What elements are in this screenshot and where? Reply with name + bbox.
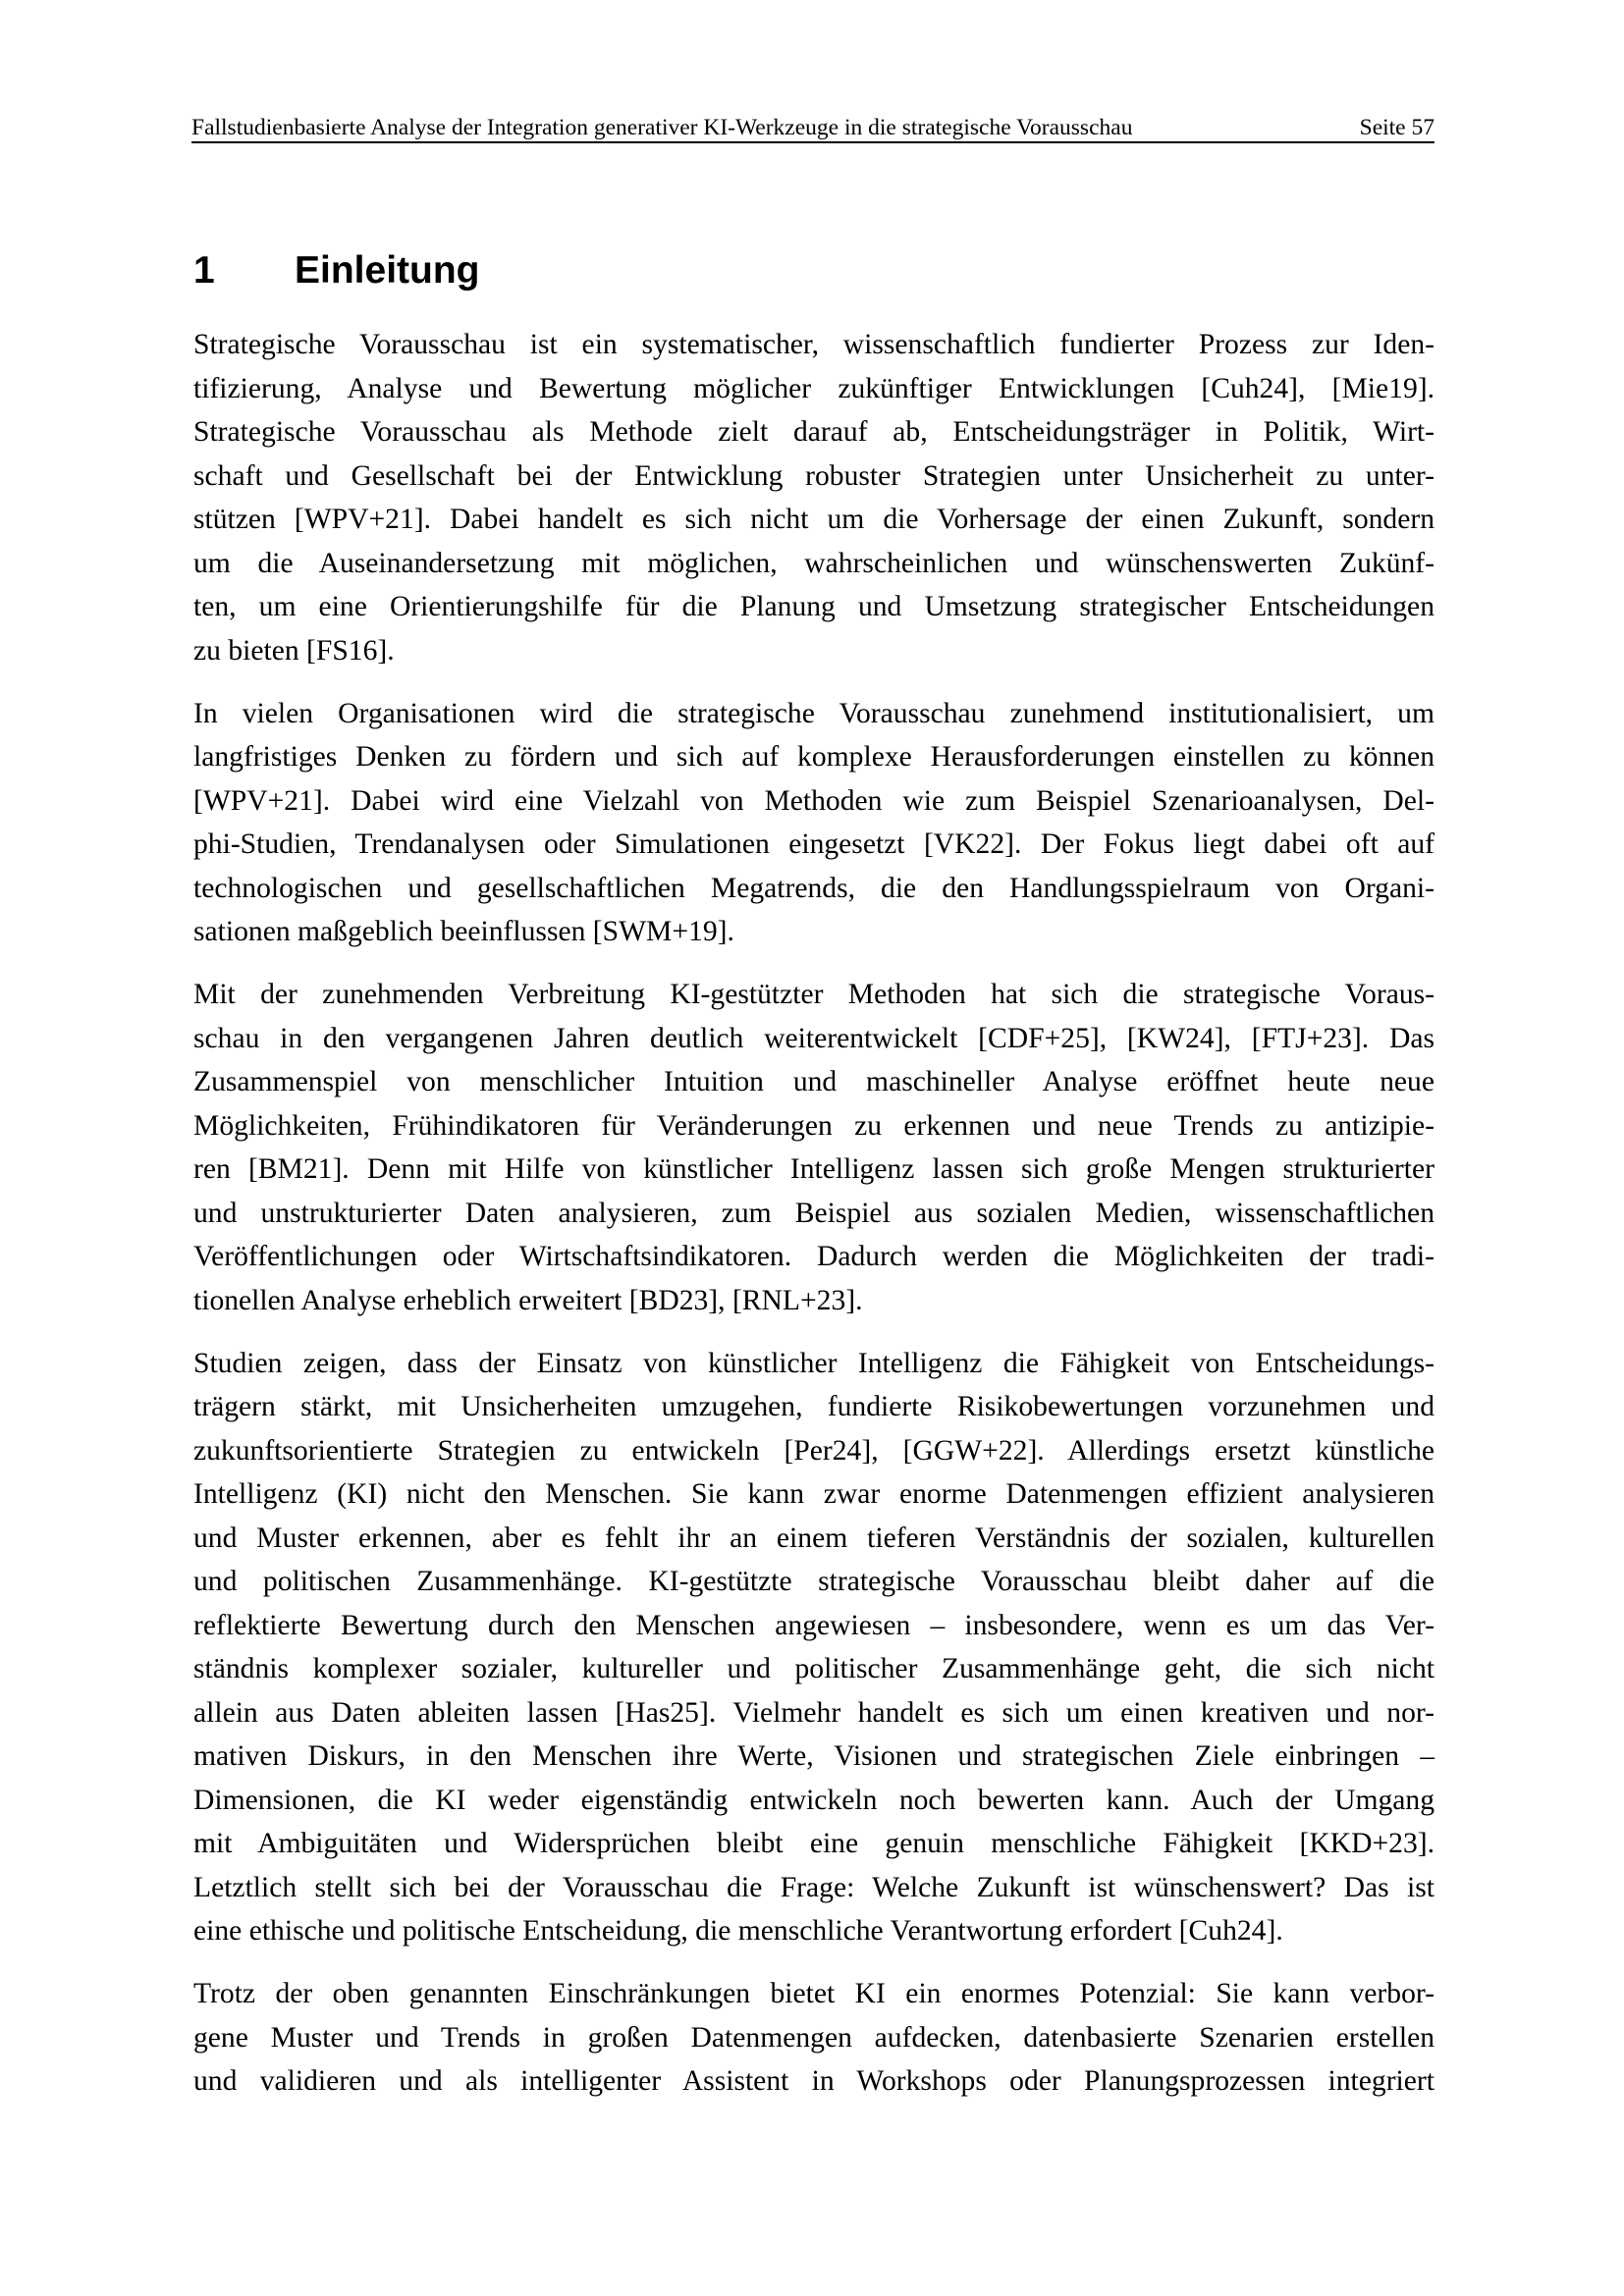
text-line: stützen [WPV+21]. Dabei handelt es sich nicht um die Vorhersage der einen Zukunft, sondern [193,504,1435,535]
text-line: und politischen Zusammenhänge. KI-gestützte strategische Vorausschau bleibt daher auf die [193,1566,1435,1597]
text-line: reflektierte Bewertung durch den Menschen angewiesen – insbesondere, wenn es um das Ver- [193,1609,1435,1641]
text-line: um die Auseinandersetzung mit möglichen, wahrscheinlichen und wünschenswerten Zukünf- [193,547,1435,579]
text-line: allein aus Daten ableiten lassen [Has25]. Vielmehr handelt es sich um einen kreativen und nor- [193,1696,1435,1729]
text-line: technologischen und gesellschaftlichen Megatrends, die den Handlungsspielraum von Organi- [193,872,1435,904]
paragraph-3 [193,973,1435,1322]
text-line: phi-Studien, Trendanalysen oder Simulationen eingesetzt [VK22]. Der Fokus liegt dabei oft auf [193,828,1435,860]
text-line: Intelligenz (KI) nicht den Menschen. Sie kann zwar enorme Datenmengen effizient analysieren [193,1478,1435,1510]
text-line: langfristiges Denken zu fördern und sich auf komplexe Herausforderungen einstellen zu können [193,741,1435,773]
text-line: Möglichkeiten, Frühindikatoren für Veränderungen zu erkennen und neue Trends zu antizipie- [193,1109,1435,1142]
running-header [191,110,1435,143]
text-line: tifizierung, Analyse und Bewertung möglicher zukünftiger Entwicklungen [Cuh24], [Mie19]. [193,372,1435,404]
text-line: sationen maßgeblich beeinflussen [SWM+19]. [193,916,734,947]
section-title: Einleitung [295,249,480,292]
section-heading [193,247,480,294]
paragraph-5 [193,1972,1435,2104]
text-line: Dimensionen, die KI weder eigenständig entwickeln noch bewerten kann. Auch der Umgang [193,1784,1435,1816]
text-line: und unstrukturierter Daten analysieren, zum Beispiel aus sozialen Medien, wissenschaftlichen [193,1197,1435,1229]
text-line: Letztlich stellt sich bei der Vorausschau die Frage: Welche Zukunft ist wünschenswert? Das ist [193,1871,1435,1903]
text-line: [WPV+21]. Dabei wird eine Vielzahl von Methoden wie zum Beispiel Szenarioanalysen, Del- [193,784,1435,817]
text-line: schau in den vergangenen Jahren deutlich weiterentwickelt [CDF+25], [KW24], [FTJ+23]. Das [193,1022,1435,1054]
text-line: ten, um eine Orientierungshilfe für die Planung und Umsetzung strategischer Entscheidungen [193,591,1435,622]
section-number: 1 [193,249,215,292]
text-line: gene Muster und Trends in großen Datenmengen aufdecken, datenbasierte Szenarien erstellen [193,2021,1435,2054]
page-number: Seite 57 [1359,115,1435,140]
body-text [193,323,1435,2122]
text-line: In vielen Organisationen wird die strategische Vorausschau zunehmend institutionalisiert, um [193,697,1435,729]
text-line: Strategische Vorausschau als Methode zielt darauf ab, Entscheidungsträger in Politik, Wirt- [193,416,1435,448]
text-line: Zusammenspiel von menschlicher Intuition und maschineller Analyse eröffnet heute neue [193,1066,1435,1097]
text-line: eine ethische und politische Entscheidung, die menschliche Verantwortung erfordert [Cuh24]. [193,1915,1283,1947]
text-line: trägern stärkt, mit Unsicherheiten umzugehen, fundierte Risikobewertungen vorzunehmen und [193,1391,1435,1422]
text-line: ren [BM21]. Denn mit Hilfe von künstlicher Intelligenz lassen sich große Mengen strukturierter [193,1153,1435,1185]
text-line: Trotz der oben genannten Einschränkungen bietet KI ein enormes Potenzial: Sie kann verbor- [193,1978,1435,2009]
text-line: Mit der zunehmenden Verbreitung KI-gestützter Methoden hat sich die strategische Voraus- [193,979,1435,1010]
text-line: Studien zeigen, dass der Einsatz von künstlicher Intelligenz die Fähigkeit von Entscheidungs- [193,1347,1435,1379]
running-header-title: Fallstudienbasierte Analyse der Integration generativer KI-Werkzeuge in die strategische Vorausschau [191,115,1133,140]
text-line: Strategische Vorausschau ist ein systematischer, wissenschaftlich fundierter Prozess zur Iden- [193,329,1435,360]
text-line: und validieren und als intelligenter Assistent in Workshops oder Planungsprozessen integriert [193,2065,1435,2097]
text-line: und Muster erkennen, aber es fehlt ihr an einem tieferen Verständnis der sozialen, kulturellen [193,1522,1435,1554]
text-line: tionellen Analyse erheblich erweitert [BD23], [RNL+23]. [193,1284,863,1316]
text-line: zu bieten [FS16]. [193,634,395,667]
text-line: schaft und Gesellschaft bei der Entwicklung robuster Strategien unter Unsicherheit zu unter- [193,459,1435,492]
paragraph-4 [193,1342,1435,1953]
text-line: mit Ambiguitäten und Widersprüchen bleibt eine genuin menschliche Fähigkeit [KKD+23]. [193,1828,1435,1859]
paragraph-1 [193,323,1435,672]
text-line: ständnis komplexer sozialer, kultureller und politischer Zusammenhänge geht, die sich nicht [193,1653,1435,1684]
text-line: zukunftsorientierte Strategien zu entwickeln [Per24], [GGW+22]. Allerdings ersetzt künstliche [193,1434,1435,1467]
text-line: Veröffentlichungen oder Wirtschaftsindikatoren. Dadurch werden die Möglichkeiten der tradi- [193,1241,1435,1272]
text-line: mativen Diskurs, in den Menschen ihre Werte, Visionen und strategischen Ziele einbringen – [193,1740,1435,1772]
paragraph-2 [193,692,1435,954]
